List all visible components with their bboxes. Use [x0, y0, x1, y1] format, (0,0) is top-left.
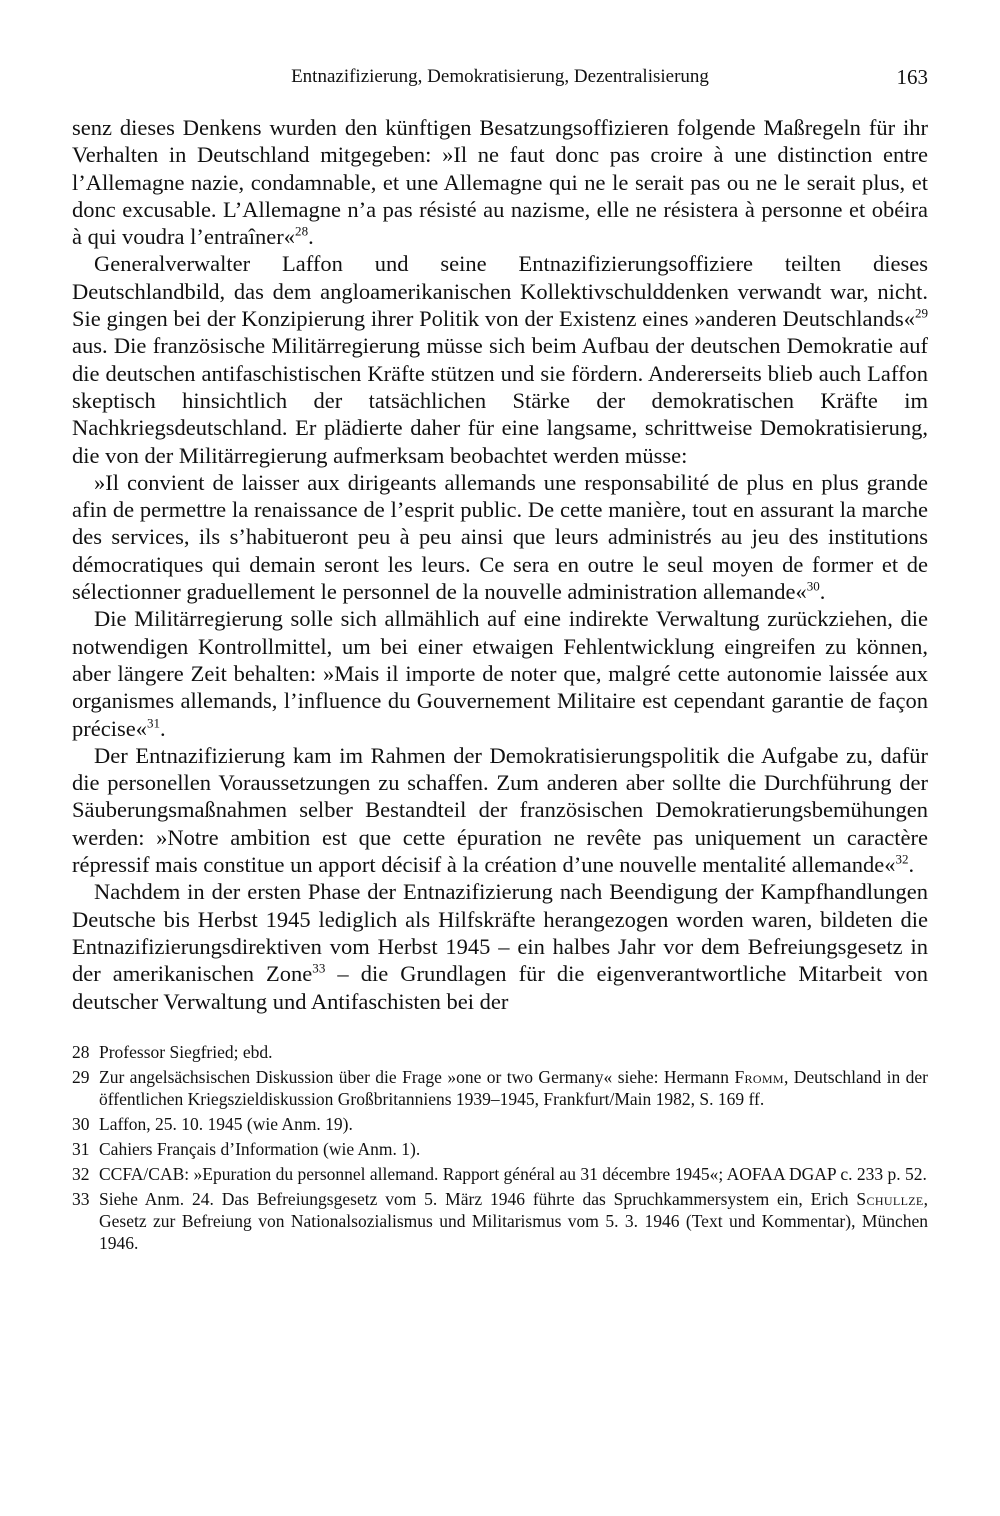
page-number: 163	[896, 65, 928, 89]
footnote-text: Cahiers Français d’Information (wie Anm. 1).	[99, 1138, 421, 1159]
footnote-ref-30[interactable]: 30	[806, 578, 820, 594]
footnote-30	[72, 1113, 928, 1135]
footnote-text: Professor Siegfried; ebd.	[99, 1041, 273, 1062]
footnote-text: Siehe Anm. 24. Das Befreiungsgesetz vom 5. März 1946 führte das Spruchkammersystem ein, Erich	[99, 1188, 857, 1209]
paragraph-text-cont: – die Grundlagen für die eigenverantwortliche Mitarbeit von deutscher Verwaltung und Antifaschisten bei der	[72, 961, 928, 1014]
paragraph-text: Generalverwalter Laffon und seine Entnazifizierungsoffiziere teilten dieses Deutschlandbild, das dem angloamerikanischen Kollektivschulddenken verwandt war, nicht. Sie gingen bei der Konzipierung ihrer Politik von der Existenz eines »anderen Deutschlands«	[72, 251, 928, 332]
footnote-text-cont: , Gesetz zur Befreiung von Nationalsozialismus und Militarismus vom 5. 3. 1946 (Text und Kommentar), München 1946.	[99, 1188, 928, 1253]
paragraph-6	[72, 878, 928, 1014]
paragraph-2	[72, 250, 928, 468]
footnote-33	[72, 1188, 928, 1254]
footnote-text: CCFA/CAB: »Epuration du personnel allemand. Rapport général au 31 décembre 1945«; AOFAA DGAP c. 233 p. 52.	[99, 1163, 927, 1184]
footnote-ref-31[interactable]: 31	[146, 715, 161, 731]
footnote-number: 33	[72, 1188, 90, 1209]
footnote-28	[72, 1041, 928, 1063]
footnote-31	[72, 1138, 928, 1160]
paragraph-text: senz dieses Denkens wurden den künftigen Besatzungsoffizieren folgende Maßregeln für ihr Verhalten in Deutschland mitgegeben: »Il ne faut donc pas croire à une distinction entre l’Allemagne nazie, condamnable, et une Allemagne qui ne le serait pas ou ne le serait plus, et donc excusable. L’Allemagne n’a pas résisté au nazisme, elle ne résistera à personne et obéira à qui voudra l’entraîner«	[72, 115, 928, 250]
paragraph-text: Die Militärregierung solle sich allmählich auf eine indirekte Verwaltung zurückziehen, die notwendigen Kontrollmittel, um bei einer etwaigen Fehlentwicklung eingreifen zu können, aber längere Zeit behalten: »Mais il importe de noter que, malgré cette autonomie laissée aux organismes allemands, l’influence du Gouvernement Militaire est cependant garantie de façon précise«	[72, 606, 928, 741]
paragraph-end: .	[160, 715, 166, 741]
running-title: Entnazifizierung, Demokratisierung, Dezentralisierung	[291, 66, 709, 87]
footnote-ref-28[interactable]: 28	[295, 223, 309, 239]
paragraph-text-cont: aus. Die französische Militärregierung müsse sich beim Aufbau der deutschen Demokratie auf die deutschen antifaschistischen Kräfte stützen und sie fördern. Andererseits blieb auch Laffon skeptisch hinsichtlich der tatsächlichen Stärke der demokratischen Kräfte im Nachkriegsdeutschland. Er plädierte daher für eine langsame, schrittweise Demokratisierung, die von der Militärregierung aufmerksam beobachtet werden müsse:	[72, 333, 928, 468]
footnote-author: Schullze	[856, 1188, 924, 1209]
footnote-32	[72, 1163, 928, 1185]
footnote-text-cont: , Deutschland in der öffentlichen Kriegszieldiskussion Großbritanniens 1939–1945, Frankfurt/Main 1982, S. 169 ff.	[99, 1066, 928, 1109]
paragraph-end: .	[819, 579, 826, 605]
paragraph-text: Der Entnazifizierung kam im Rahmen der Demokratisierungspolitik die Aufgabe zu, dafür die personellen Voraussetzungen zu schaffen. Zum anderen aber sollte die Durchführung der Säuberungsmaßnahmen selber Bestandteil der französischen Demokratierungsbemühungen werden: »Notre ambition est que cette épuration ne revête pas uniquement un caractère répressif mais constitue un apport décisif à la création d’une nouvelle mentalité allemande«	[72, 742, 928, 878]
footnote-number: 28	[72, 1041, 90, 1062]
paragraph-5	[72, 742, 928, 878]
footnote-text: Laffon, 25. 10. 1945 (wie Anm. 19).	[99, 1113, 353, 1134]
footnote-number: 32	[72, 1163, 90, 1184]
footnote-ref-32[interactable]: 32	[895, 851, 909, 867]
paragraph-end: .	[308, 224, 314, 250]
paragraph-end: .	[908, 852, 915, 878]
quote-text: »Il convient de laisser aux dirigeants allemands une responsabilité de plus en plus grande afin de permettre la renaissance de l’esprit public. De cette manière, tout en assurant la marche des services, ils s’habitueront peu à peu ainsi que leurs administrés au jeu des institutions démocratiques qui demain seront les leurs. Ce sera en outre le seul moyen de former et de sélectionner graduellement le personnel de la nouvelle administration allemande«	[72, 469, 928, 605]
main-text	[72, 114, 928, 1015]
paragraph-4	[72, 605, 928, 741]
footnote-ref-29[interactable]: 29	[914, 305, 928, 321]
paragraph-text: Nachdem in der ersten Phase der Entnazifizierung nach Beendigung der Kampfhandlungen Deutsche bis Herbst 1945 lediglich als Hilfskräfte herangezogen worden waren, bildeten die Entnazifizierungsdirektiven vom Herbst 1945 – ein halbes Jahr vor dem Befreiungsgesetz in der amerikanischen Zone	[72, 879, 928, 987]
footnote-number: 31	[72, 1138, 90, 1159]
footnotes	[72, 1041, 928, 1254]
block-quote	[72, 469, 928, 605]
footnote-number: 29	[72, 1066, 90, 1087]
paragraph-1	[72, 114, 928, 250]
running-head	[72, 62, 928, 92]
footnote-number: 30	[72, 1113, 90, 1134]
footnote-ref-33[interactable]: 33	[312, 960, 326, 976]
footnote-text: Zur angelsächsischen Diskussion über die Frage »one or two Germany« siehe: Hermann	[99, 1066, 735, 1087]
footnote-author: Fromm	[734, 1066, 784, 1087]
footnote-29	[72, 1066, 928, 1110]
